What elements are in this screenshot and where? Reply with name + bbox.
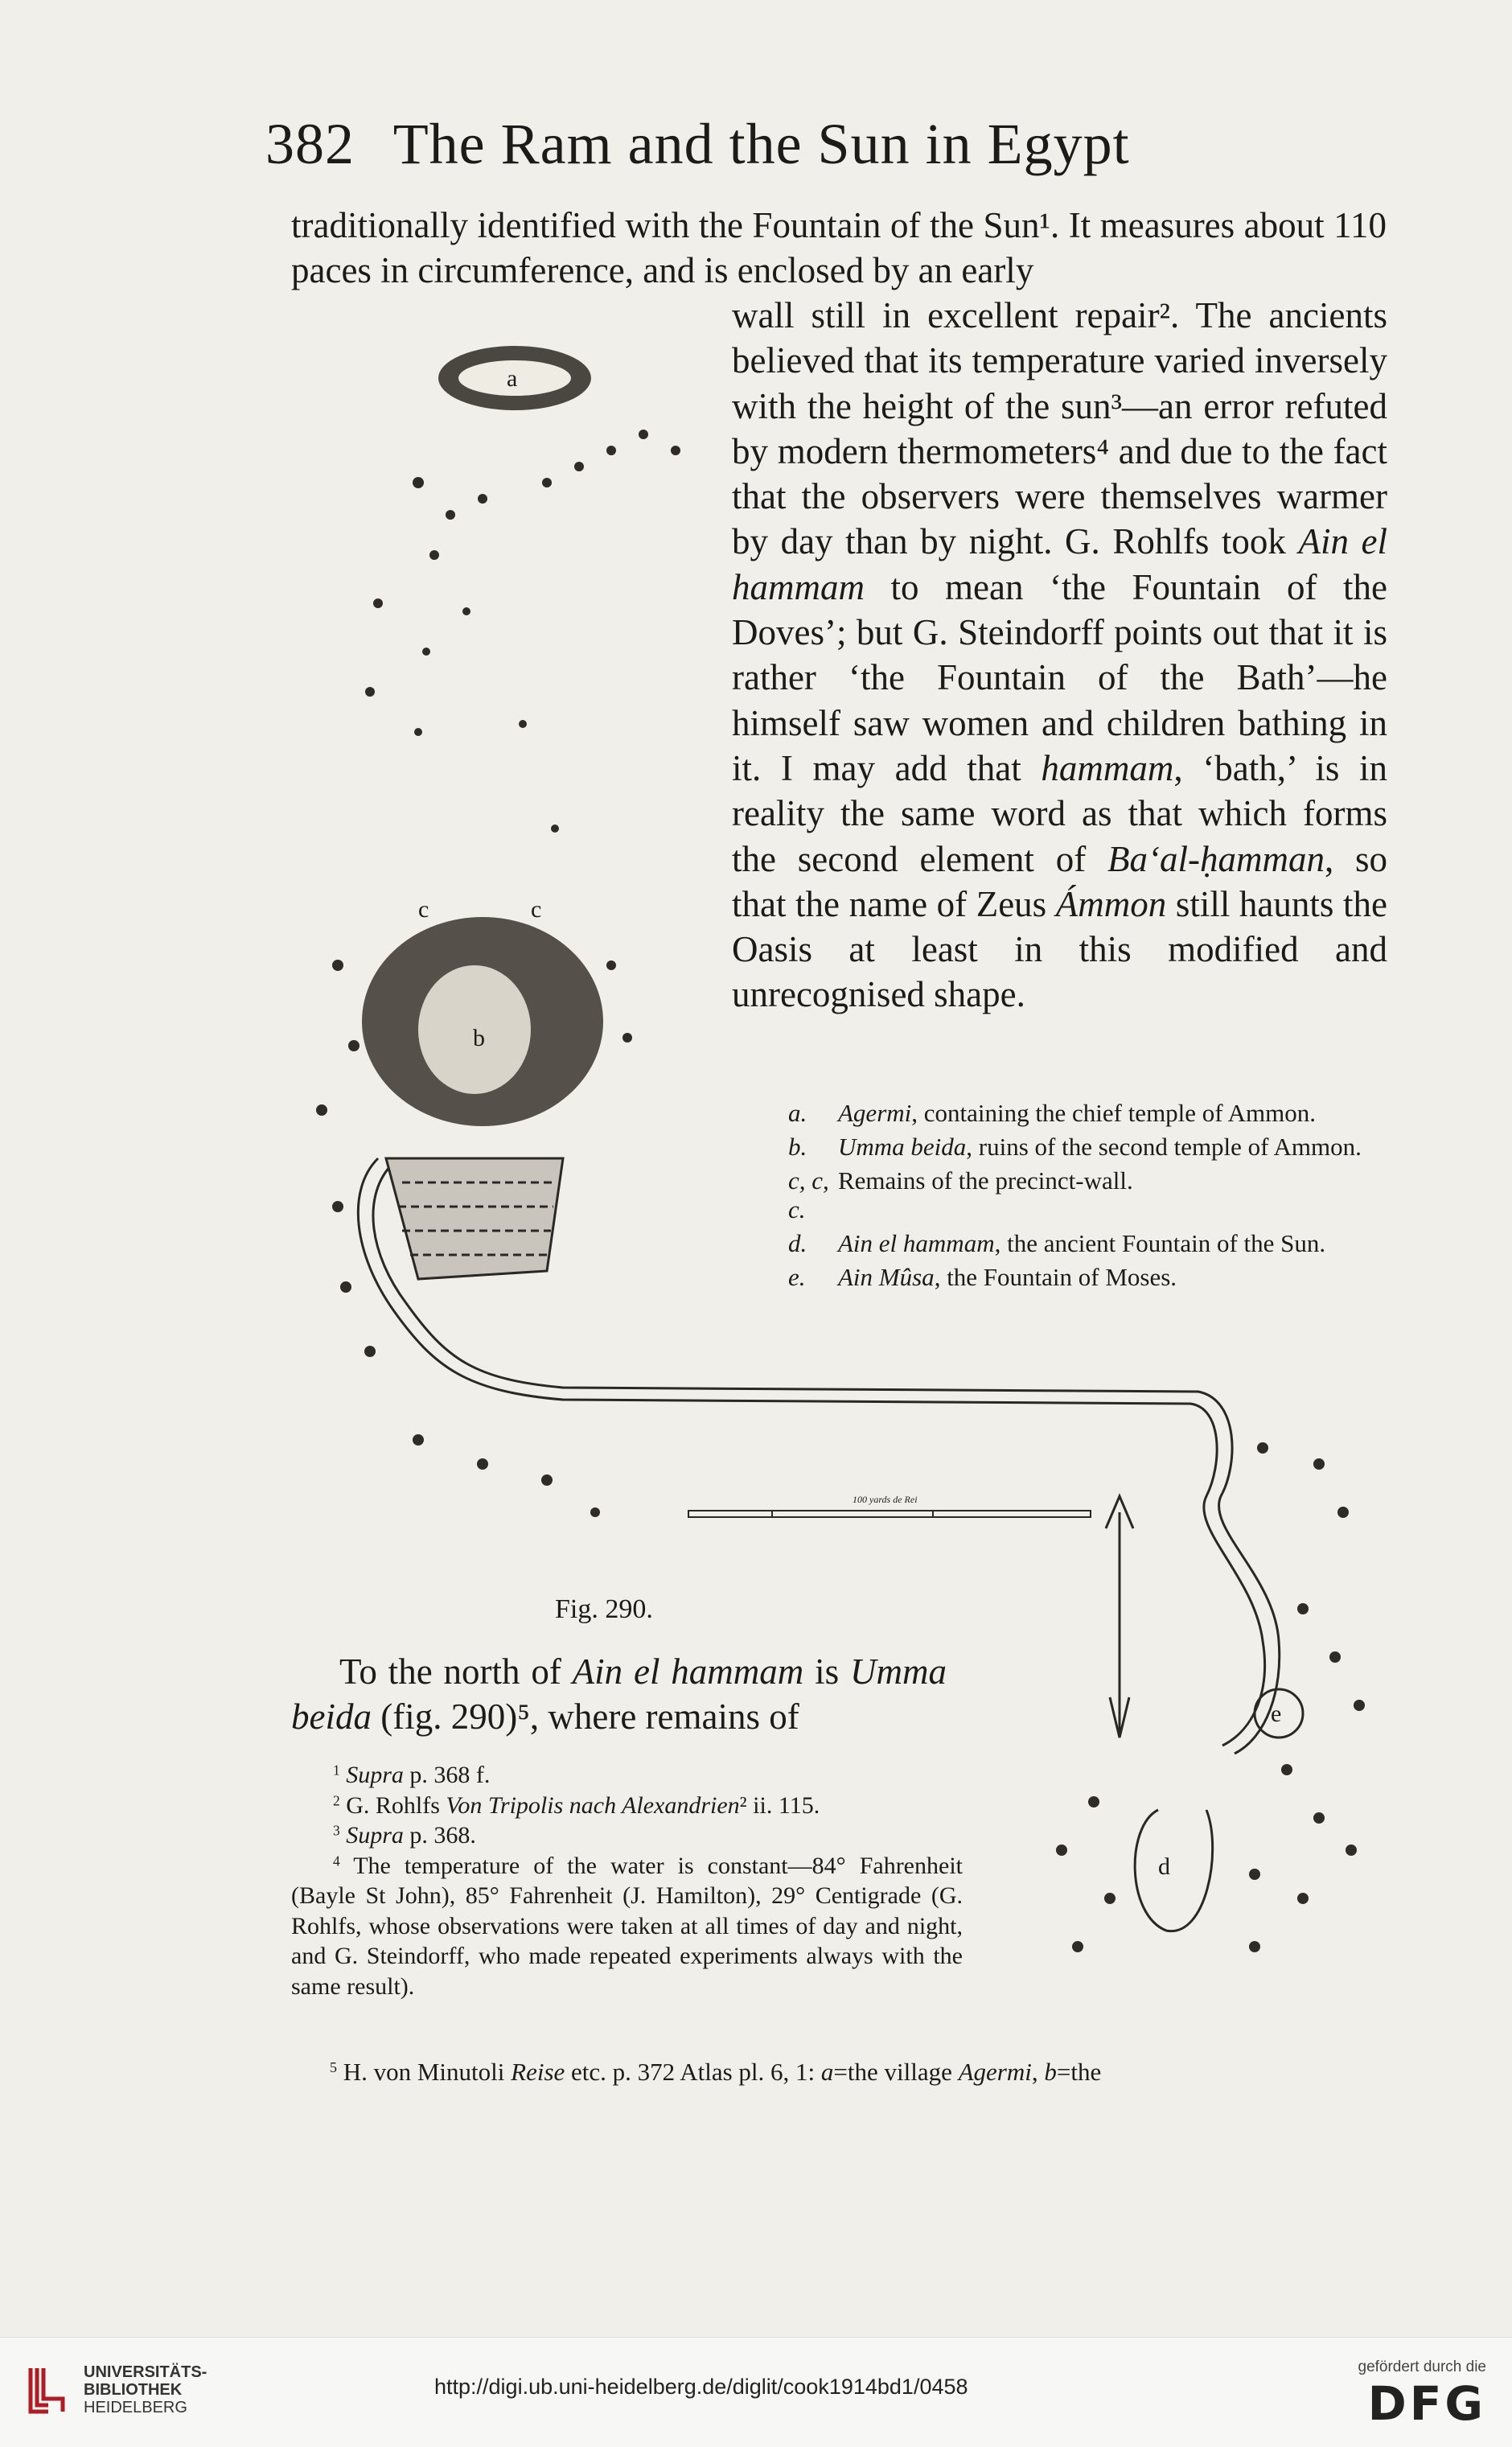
footnote-1: $^1$ Supra p. 368 f. [333,1762,491,1788]
library-line: UNIVERSITÄTS- [84,2363,207,2381]
map-label-c: c [531,896,542,923]
footnote-4: $^4$ The temperature of the water is constant—84° Fahrenheit (Bayle St John), 85° Fahrenheit (J. Hamilton), 29° Centigrade (G. Rohlfs, whose observations were taken at all times of day and night, and G. Steindorff, who made repeated experiments always with the same result). [291,1852,963,2000]
permalink-url[interactable]: http://digi.ub.uni-heidelberg.de/diglit/cook1914bd1/0458 [434,2375,968,2399]
body-paragraph-top: traditionally identified with the Fountain of the Sun¹. It measures about 110 paces in circumference, and is enclosed by an early [291,205,1387,291]
legend-item: a. Agermi, containing the chief temple of Ammon. [788,1099,1317,1127]
footnote-3: $^3$ Supra p. 368. [333,1822,476,1849]
body-paragraph-lower: To the north of Ain el hammam is Umma beida (fig. 290)⁵, where remains of [291,1651,947,1737]
library-line: HEIDELBERG [84,2399,187,2416]
map-label-e: e [1271,1701,1282,1727]
legend-item: d. Ain el hammam, the ancient Fountain of the Sun. [788,1229,1326,1257]
map-label-b: b [473,1025,485,1051]
footnotes [291,1760,963,2001]
page-number: 382 [265,112,355,176]
legend-item: b. Umma beida, ruins of the second temple of Ammon. [788,1133,1362,1161]
figure-caption: Fig. 290. [555,1594,653,1624]
italic-term: hammam [1041,747,1174,788]
footnote-5: $^5$ H. von Minutoli Reise etc. p. 372 Atlas pl. 6, 1: a=the village Agermi, b=the [330,2058,1102,2086]
dfg-logo: DFG [1367,2376,1486,2431]
text-run: still haunts the Oasis at least in this modified and unrecognised shape. [732,883,1387,1015]
text-run: , ‘bath,’ is in reality the same word as that which forms the second element of [732,747,1387,879]
funder-logo[interactable] [1358,2359,1487,2431]
scale-label: 100 yards de Rei [853,1494,918,1505]
text-run: , so that the name of Zeus [732,838,1387,924]
footnote-2: $^2$ G. Rohlfs Von Tripolis nach Alexandrien² ii. 115. [333,1791,820,1819]
map-label-a: a [507,365,518,392]
library-line: BIBLIOTHEK [84,2381,183,2399]
italic-term: Ain el hammam [732,521,1387,607]
running-title: The Ram and the Sun in Egypt [392,112,1130,176]
legend-item: c, c, c. Remains of the precinct-wall. [788,1166,1133,1224]
funder-label: gefördert durch die [1358,2359,1486,2375]
text-run: wall still in excellent repair². The ancients believed that its temperature varied inversely with the height of the sun³—an error refuted by modern thermometers⁴ and due to the fact that the observers were themselves warmer by day than by night. G. Rohlfs took [732,295,1387,562]
legend-item: e. Ain Mûsa, the Fountain of Moses. [788,1263,1177,1291]
map-label-c: c [418,896,429,923]
university-library-icon [24,2362,69,2418]
map-label-d: d [1158,1853,1170,1880]
text-run: to mean ‘the Fountain of the Doves’; but G. Steindorff points out that it is rather ‘the Fountain of the Bath’—he himself saw women and children bathing in it. I may add that [732,566,1387,788]
italic-term: Ámmon [1055,883,1167,924]
viewer-footer [0,2337,1512,2447]
italic-term: Ba‘al-ḥamman [1107,838,1325,879]
library-logo[interactable] [24,2362,207,2418]
